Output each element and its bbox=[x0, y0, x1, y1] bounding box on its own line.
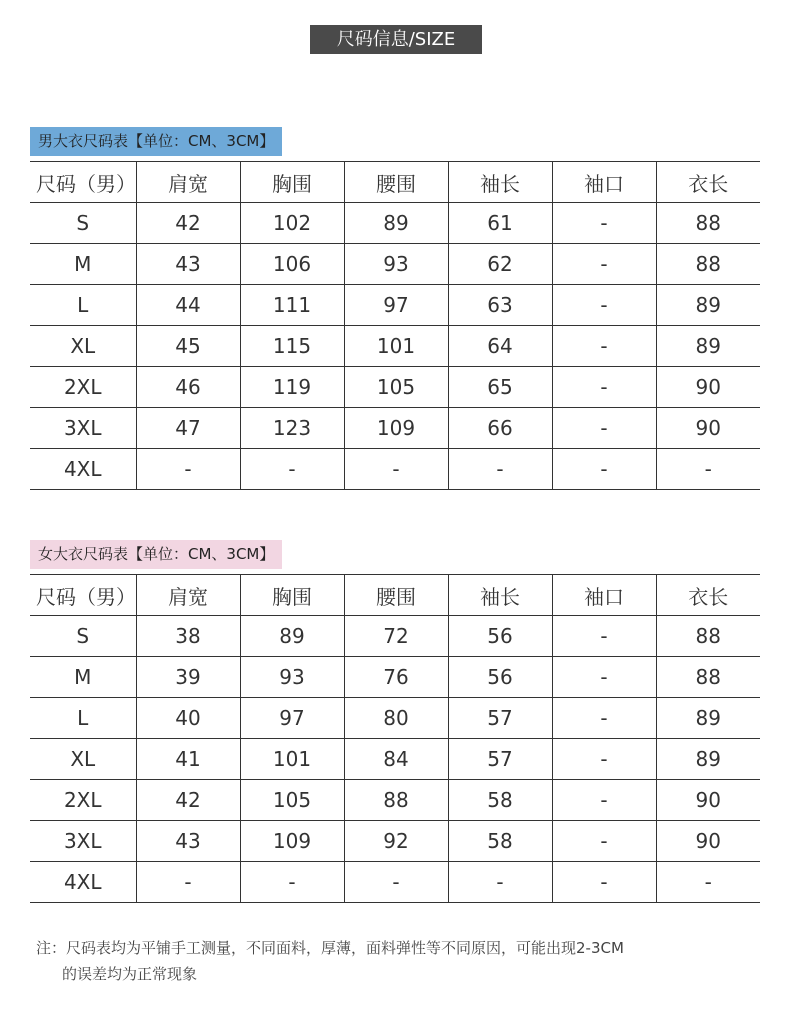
column-header: 衣长 bbox=[656, 162, 760, 203]
table-cell: - bbox=[656, 449, 760, 490]
table-cell: - bbox=[552, 698, 656, 739]
table-cell: 43 bbox=[136, 244, 240, 285]
table-row bbox=[30, 408, 760, 449]
table-cell: 111 bbox=[240, 285, 344, 326]
table-cell: - bbox=[552, 285, 656, 326]
table-cell: 4XL bbox=[30, 862, 136, 903]
table-cell: - bbox=[240, 862, 344, 903]
men-size-table bbox=[30, 161, 760, 490]
table-cell: XL bbox=[30, 739, 136, 780]
table-cell: 97 bbox=[344, 285, 448, 326]
table-cell: L bbox=[30, 285, 136, 326]
table-cell: 62 bbox=[448, 244, 552, 285]
table-cell: 2XL bbox=[30, 780, 136, 821]
table-cell: - bbox=[552, 862, 656, 903]
table-cell: 90 bbox=[656, 780, 760, 821]
table-cell: 93 bbox=[240, 657, 344, 698]
table-cell: 42 bbox=[136, 203, 240, 244]
table-cell: 58 bbox=[448, 821, 552, 862]
table-cell: 106 bbox=[240, 244, 344, 285]
table-cell: 58 bbox=[448, 780, 552, 821]
table-cell: 115 bbox=[240, 326, 344, 367]
table-row bbox=[30, 244, 760, 285]
table-cell: 119 bbox=[240, 367, 344, 408]
table-cell: 76 bbox=[344, 657, 448, 698]
table-row bbox=[30, 616, 760, 657]
table-cell: 90 bbox=[656, 408, 760, 449]
table-cell: 105 bbox=[344, 367, 448, 408]
page-title: 尺码信息/SIZE bbox=[310, 25, 482, 54]
table-cell: L bbox=[30, 698, 136, 739]
table-cell: 65 bbox=[448, 367, 552, 408]
column-header: 袖口 bbox=[552, 575, 656, 616]
table-cell: 46 bbox=[136, 367, 240, 408]
table-cell: 89 bbox=[656, 739, 760, 780]
table-cell: - bbox=[552, 449, 656, 490]
table-row bbox=[30, 739, 760, 780]
table-cell: 44 bbox=[136, 285, 240, 326]
table-cell: - bbox=[656, 862, 760, 903]
table-row bbox=[30, 698, 760, 739]
table-cell: 88 bbox=[656, 244, 760, 285]
table-cell: - bbox=[552, 739, 656, 780]
table-cell: 88 bbox=[656, 203, 760, 244]
table-cell: 123 bbox=[240, 408, 344, 449]
table-cell: 43 bbox=[136, 821, 240, 862]
table-cell: - bbox=[552, 203, 656, 244]
table-cell: 80 bbox=[344, 698, 448, 739]
table-cell: 4XL bbox=[30, 449, 136, 490]
column-header: 胸围 bbox=[240, 162, 344, 203]
table-cell: 2XL bbox=[30, 367, 136, 408]
column-header: 尺码（男） bbox=[30, 575, 136, 616]
table-cell: - bbox=[552, 657, 656, 698]
table-cell: 56 bbox=[448, 657, 552, 698]
table-cell: - bbox=[552, 367, 656, 408]
table-cell: XL bbox=[30, 326, 136, 367]
table-row bbox=[30, 449, 760, 490]
table-cell: 105 bbox=[240, 780, 344, 821]
table-cell: 93 bbox=[344, 244, 448, 285]
table-cell: 42 bbox=[136, 780, 240, 821]
note-line-1: 注：尺码表均为平铺手工测量，不同面料，厚薄，面料弹性等不同原因，可能出现2-3CM bbox=[36, 939, 624, 957]
column-header: 袖长 bbox=[448, 575, 552, 616]
men-table-label: 男大衣尺码表【单位：CM、3CM】 bbox=[30, 127, 282, 156]
table-cell: 57 bbox=[448, 739, 552, 780]
measurement-note bbox=[36, 935, 756, 987]
table-cell: - bbox=[552, 780, 656, 821]
table-cell: - bbox=[552, 408, 656, 449]
table-cell: 97 bbox=[240, 698, 344, 739]
table-header-row bbox=[30, 162, 760, 203]
table-cell: 64 bbox=[448, 326, 552, 367]
table-cell: - bbox=[552, 326, 656, 367]
table-cell: S bbox=[30, 203, 136, 244]
table-cell: 102 bbox=[240, 203, 344, 244]
table-cell: 63 bbox=[448, 285, 552, 326]
column-header: 袖口 bbox=[552, 162, 656, 203]
table-cell: - bbox=[552, 821, 656, 862]
table-row bbox=[30, 203, 760, 244]
table-cell: 3XL bbox=[30, 821, 136, 862]
table-cell: 92 bbox=[344, 821, 448, 862]
table-cell: M bbox=[30, 657, 136, 698]
table-row bbox=[30, 657, 760, 698]
table-cell: - bbox=[552, 244, 656, 285]
table-cell: - bbox=[448, 862, 552, 903]
table-header-row bbox=[30, 575, 760, 616]
table-cell: 45 bbox=[136, 326, 240, 367]
table-cell: S bbox=[30, 616, 136, 657]
table-row bbox=[30, 285, 760, 326]
table-cell: 101 bbox=[240, 739, 344, 780]
table-cell: 109 bbox=[344, 408, 448, 449]
table-cell: 3XL bbox=[30, 408, 136, 449]
column-header: 衣长 bbox=[656, 575, 760, 616]
table-row bbox=[30, 326, 760, 367]
table-cell: 89 bbox=[656, 326, 760, 367]
men-size-section bbox=[30, 127, 760, 481]
table-row bbox=[30, 780, 760, 821]
table-cell: - bbox=[448, 449, 552, 490]
table-cell: - bbox=[136, 862, 240, 903]
table-cell: 101 bbox=[344, 326, 448, 367]
table-cell: 47 bbox=[136, 408, 240, 449]
column-header: 肩宽 bbox=[136, 575, 240, 616]
table-row bbox=[30, 367, 760, 408]
women-size-table bbox=[30, 574, 760, 903]
table-cell: 90 bbox=[656, 821, 760, 862]
table-cell: 89 bbox=[344, 203, 448, 244]
table-cell: 61 bbox=[448, 203, 552, 244]
table-cell: - bbox=[552, 616, 656, 657]
table-cell: 89 bbox=[240, 616, 344, 657]
table-cell: - bbox=[240, 449, 344, 490]
table-cell: 88 bbox=[344, 780, 448, 821]
table-cell: - bbox=[344, 862, 448, 903]
women-table-label: 女大衣尺码表【单位：CM、3CM】 bbox=[30, 540, 282, 569]
table-row bbox=[30, 821, 760, 862]
note-line-2: 的误差均为正常现象 bbox=[62, 965, 198, 983]
table-cell: - bbox=[136, 449, 240, 490]
table-cell: 56 bbox=[448, 616, 552, 657]
table-cell: 66 bbox=[448, 408, 552, 449]
women-size-section bbox=[30, 540, 760, 894]
column-header: 腰围 bbox=[344, 575, 448, 616]
table-cell: - bbox=[344, 449, 448, 490]
table-cell: 57 bbox=[448, 698, 552, 739]
table-cell: M bbox=[30, 244, 136, 285]
table-cell: 40 bbox=[136, 698, 240, 739]
column-header: 腰围 bbox=[344, 162, 448, 203]
table-cell: 89 bbox=[656, 698, 760, 739]
table-cell: 89 bbox=[656, 285, 760, 326]
table-cell: 72 bbox=[344, 616, 448, 657]
table-cell: 84 bbox=[344, 739, 448, 780]
table-cell: 109 bbox=[240, 821, 344, 862]
table-cell: 39 bbox=[136, 657, 240, 698]
table-cell: 90 bbox=[656, 367, 760, 408]
table-cell: 38 bbox=[136, 616, 240, 657]
table-cell: 88 bbox=[656, 616, 760, 657]
column-header: 肩宽 bbox=[136, 162, 240, 203]
column-header: 胸围 bbox=[240, 575, 344, 616]
table-cell: 88 bbox=[656, 657, 760, 698]
column-header: 袖长 bbox=[448, 162, 552, 203]
table-row bbox=[30, 862, 760, 903]
table-cell: 41 bbox=[136, 739, 240, 780]
column-header: 尺码（男） bbox=[30, 162, 136, 203]
